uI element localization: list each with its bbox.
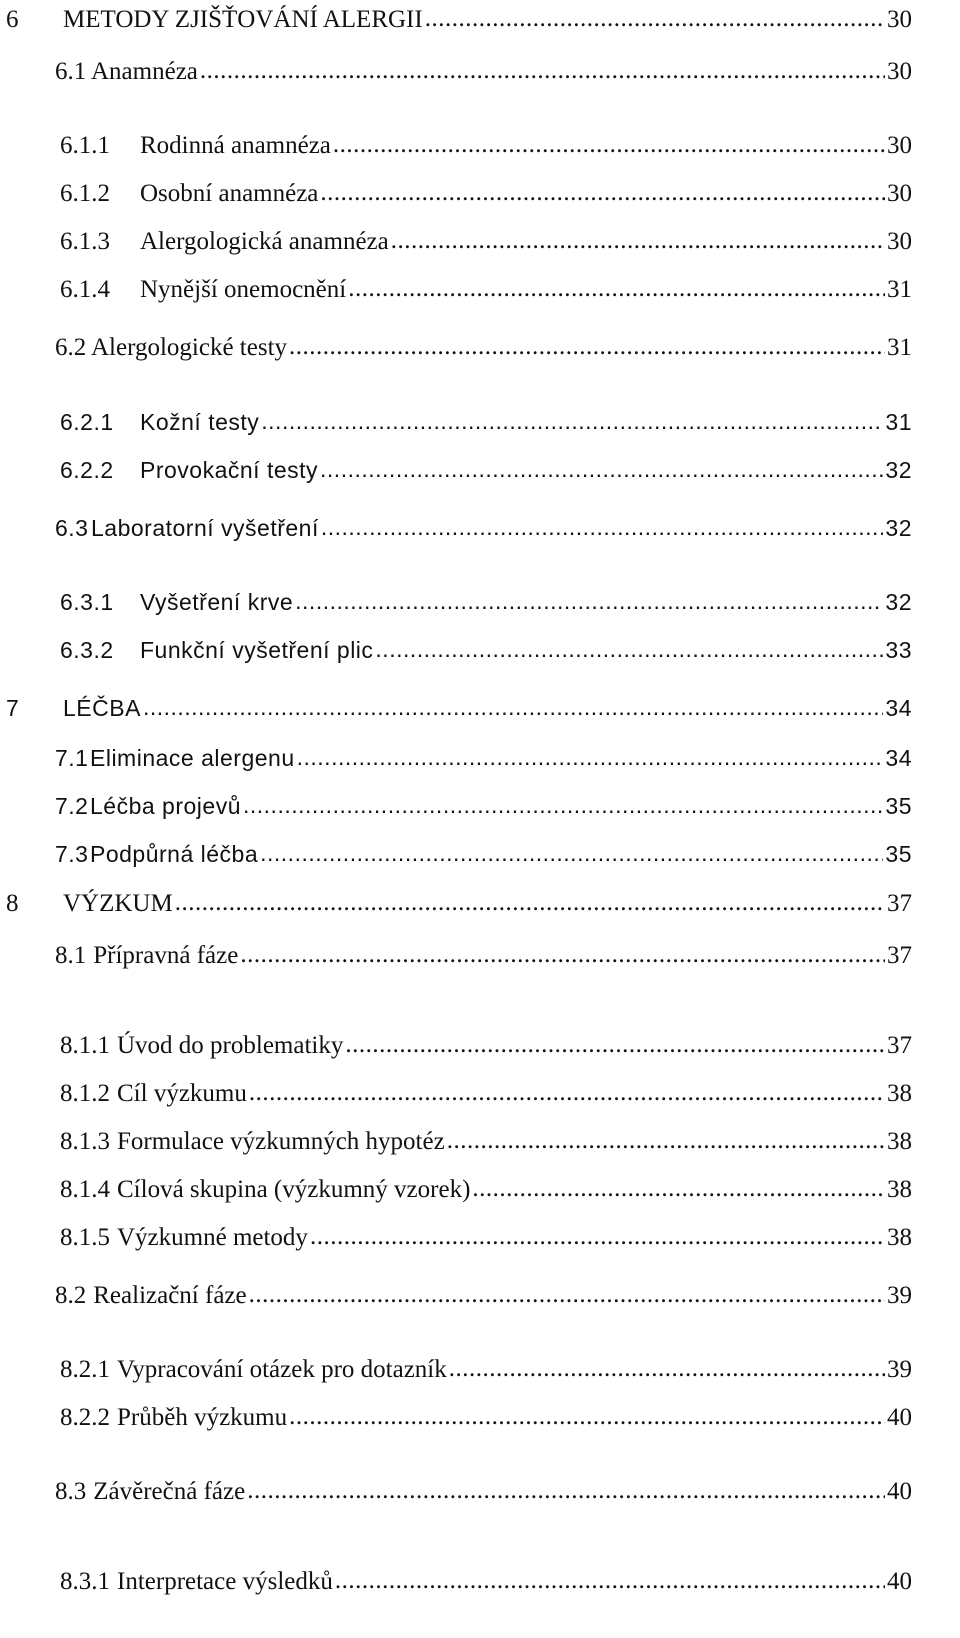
toc-entry-page: 30 <box>887 58 912 85</box>
toc-leader-dots <box>472 1173 885 1205</box>
toc-entry-number: 8.2.2 <box>60 1404 110 1431</box>
toc-entry-6-2-1[interactable] <box>60 406 912 438</box>
toc-entry-8-1-3[interactable] <box>60 1126 912 1158</box>
toc-entry-6-2[interactable] <box>55 332 912 364</box>
toc-entry-page: 38 <box>887 1080 912 1107</box>
toc-leader-dots <box>348 273 885 305</box>
toc-entry-number: 8.1.5 <box>60 1224 110 1251</box>
toc-entry-8[interactable] <box>6 888 912 920</box>
toc-entry-title: Alergologické testy <box>91 334 288 361</box>
toc-entry-8-1[interactable] <box>55 940 912 972</box>
toc-entry-page: 40 <box>887 1478 912 1505</box>
toc-leader-dots <box>297 741 884 773</box>
toc-entry-page: 35 <box>885 841 912 867</box>
toc-leader-dots <box>289 331 885 363</box>
toc-entry-title: LÉČBA <box>63 695 141 721</box>
toc-entry-8-1-1[interactable] <box>60 1030 912 1062</box>
toc-entry-title: Vyšetření krve <box>140 589 294 615</box>
toc-entry-number: 6.1 <box>55 58 87 85</box>
toc-entry-8-3-1[interactable] <box>60 1566 912 1598</box>
toc-entry-number: 6.3.2 <box>60 637 114 663</box>
toc-entry-number: 8.1.2 <box>60 1080 110 1107</box>
toc-entry-page: 34 <box>885 745 912 771</box>
toc-leader-dots <box>261 405 883 437</box>
toc-entry-6-1-3[interactable] <box>60 226 912 258</box>
toc-entry-number: 8 <box>6 890 19 917</box>
toc-leader-dots <box>449 1353 885 1385</box>
toc-entry-6[interactable] <box>6 4 912 36</box>
toc-leader-dots <box>333 129 885 161</box>
toc-entry-7[interactable] <box>6 692 912 724</box>
toc-entry-title: Alergologická anamnéza <box>140 228 389 255</box>
toc-entry-page: 31 <box>885 409 912 435</box>
toc-entry-7-2[interactable] <box>55 790 912 822</box>
toc-leader-dots <box>321 511 884 543</box>
toc-entry-number: 8.1.1 <box>60 1032 110 1059</box>
toc-entry-number: 6.3 <box>55 515 89 541</box>
toc-leader-dots <box>375 633 883 665</box>
toc-entry-title: Nynější onemocnění <box>140 276 347 303</box>
toc-leader-dots <box>260 837 883 869</box>
toc-leader-dots <box>320 177 885 209</box>
toc-leader-dots <box>310 1221 885 1253</box>
toc-entry-page: 32 <box>885 589 912 615</box>
toc-entry-number: 6.1.2 <box>60 180 110 207</box>
toc-entry-number: 6.2.1 <box>60 409 114 435</box>
toc-entry-title: Rodinná anamnéza <box>140 132 331 159</box>
toc-leader-dots <box>243 789 883 821</box>
toc-entry-number: 8.1 <box>55 942 87 969</box>
toc-entry-page: 30 <box>887 228 912 255</box>
toc-entry-title: VÝZKUM <box>63 890 173 917</box>
toc-leader-dots <box>289 1401 885 1433</box>
toc-entry-6-2-2[interactable] <box>60 454 912 486</box>
toc-entry-title: Léčba projevů <box>90 793 241 819</box>
toc-entry-page: 38 <box>887 1128 912 1155</box>
toc-entry-title: Výzkumné metody <box>117 1224 308 1251</box>
toc-entry-number: 7 <box>6 695 20 721</box>
toc-entry-page: 32 <box>885 457 912 483</box>
toc-entry-page: 31 <box>887 276 912 303</box>
toc-entry-number: 6.2.2 <box>60 457 114 483</box>
toc-entry-title: Funkční vyšetření plic <box>140 637 374 663</box>
toc-entry-8-2[interactable] <box>55 1280 912 1312</box>
toc-leader-dots <box>200 55 885 87</box>
toc-entry-number: 8.3.1 <box>60 1568 110 1595</box>
toc-entry-number: 6.1.3 <box>60 228 110 255</box>
toc-entry-page: 37 <box>887 942 912 969</box>
toc-leader-dots <box>249 1077 885 1109</box>
toc-entry-title: Přípravná fáze <box>93 942 239 969</box>
toc-leader-dots <box>425 3 885 35</box>
toc-entry-8-1-5[interactable] <box>60 1222 912 1254</box>
toc-entry-page: 32 <box>885 515 912 541</box>
toc-leader-dots <box>447 1125 885 1157</box>
toc-entry-page: 30 <box>887 180 912 207</box>
toc-leader-dots <box>240 939 885 971</box>
toc-entry-title: Interpretace výsledků <box>117 1568 333 1595</box>
toc-entry-title: Cílová skupina (výzkumný vzorek) <box>117 1176 471 1203</box>
toc-entry-number: 6.2 <box>55 334 87 361</box>
toc-entry-page: 31 <box>887 334 912 361</box>
toc-entry-page: 34 <box>885 695 912 721</box>
toc-entry-number: 7.2 <box>55 793 89 819</box>
toc-entry-title: Závěrečná fáze <box>93 1478 246 1505</box>
toc-entry-8-2-1[interactable] <box>60 1354 912 1386</box>
toc-leader-dots <box>391 225 885 257</box>
toc-entry-title: Laboratorní vyšetření <box>91 515 319 541</box>
toc-entry-title: Průběh výzkumu <box>117 1404 288 1431</box>
toc-entry-number: 6.1.4 <box>60 276 110 303</box>
toc-leader-dots <box>335 1565 885 1597</box>
toc-entry-number: 7.3 <box>55 841 89 867</box>
toc-entry-page: 37 <box>887 1032 912 1059</box>
toc-entry-title: Cíl výzkumu <box>117 1080 247 1107</box>
toc-entry-8-3[interactable] <box>55 1476 912 1508</box>
toc-leader-dots <box>247 1475 885 1507</box>
toc-entry-page: 33 <box>885 637 912 663</box>
toc-entry-number: 7.1 <box>55 745 89 771</box>
toc-entry-number: 6.1.1 <box>60 132 110 159</box>
toc-entry-title: Provokační testy <box>140 457 319 483</box>
toc-entry-number: 6 <box>6 6 19 33</box>
toc-entry-page: 39 <box>887 1282 912 1309</box>
toc-entry-page: 37 <box>887 890 912 917</box>
toc-entry-page: 35 <box>885 793 912 819</box>
toc-entry-6-3-1[interactable] <box>60 586 912 618</box>
toc-entry-title: Úvod do problematiky <box>117 1032 344 1059</box>
toc-entry-6-1[interactable] <box>55 56 912 88</box>
toc-entry-7-3[interactable] <box>55 838 912 870</box>
toc-leader-dots <box>320 453 883 485</box>
toc-entry-page: 40 <box>887 1404 912 1431</box>
toc-entry-title: Anamnéza <box>91 58 198 85</box>
toc-entry-6-3[interactable] <box>55 512 912 544</box>
toc-leader-dots <box>295 585 883 617</box>
toc-entry-page: 30 <box>887 132 912 159</box>
toc-entry-number: 8.1.4 <box>60 1176 110 1203</box>
toc-entry-title: Podpůrná léčba <box>90 841 259 867</box>
toc-leader-dots <box>249 1279 885 1311</box>
toc-entry-6-1-2[interactable] <box>60 178 912 210</box>
toc-entry-6-1-4[interactable] <box>60 274 912 306</box>
toc-entry-number: 8.2.1 <box>60 1356 110 1383</box>
toc-entry-title: Realizační fáze <box>93 1282 247 1309</box>
toc-entry-number: 8.2 <box>55 1282 87 1309</box>
toc-entry-title: Kožní testy <box>140 409 260 435</box>
toc-entry-8-1-2[interactable] <box>60 1078 912 1110</box>
toc-entry-number: 8.3 <box>55 1478 87 1505</box>
toc-entry-8-2-2[interactable] <box>60 1402 912 1434</box>
toc-entry-page: 30 <box>887 6 912 33</box>
toc-leader-dots <box>143 691 883 723</box>
toc-entry-title: Vypracování otázek pro dotazník <box>117 1356 447 1383</box>
toc-entry-8-1-4[interactable] <box>60 1174 912 1206</box>
toc-leader-dots <box>345 1029 885 1061</box>
toc-entry-number: 8.1.3 <box>60 1128 110 1155</box>
toc-entry-7-1[interactable] <box>55 742 912 774</box>
toc-entry-page: 38 <box>887 1176 912 1203</box>
toc-entry-6-3-2[interactable] <box>60 634 912 666</box>
toc-entry-title: METODY ZJIŠŤOVÁNÍ ALERGII <box>63 6 423 33</box>
toc-entry-number: 6.3.1 <box>60 589 114 615</box>
toc-entry-6-1-1[interactable] <box>60 130 912 162</box>
toc-entry-title: Formulace výzkumných hypotéz <box>117 1128 445 1155</box>
toc-entry-page: 39 <box>887 1356 912 1383</box>
toc-entry-page: 40 <box>887 1568 912 1595</box>
toc-leader-dots <box>175 887 885 919</box>
toc-entry-title: Osobní anamnéza <box>140 180 319 207</box>
toc-entry-title: Eliminace alergenu <box>90 745 295 771</box>
toc-entry-page: 38 <box>887 1224 912 1251</box>
